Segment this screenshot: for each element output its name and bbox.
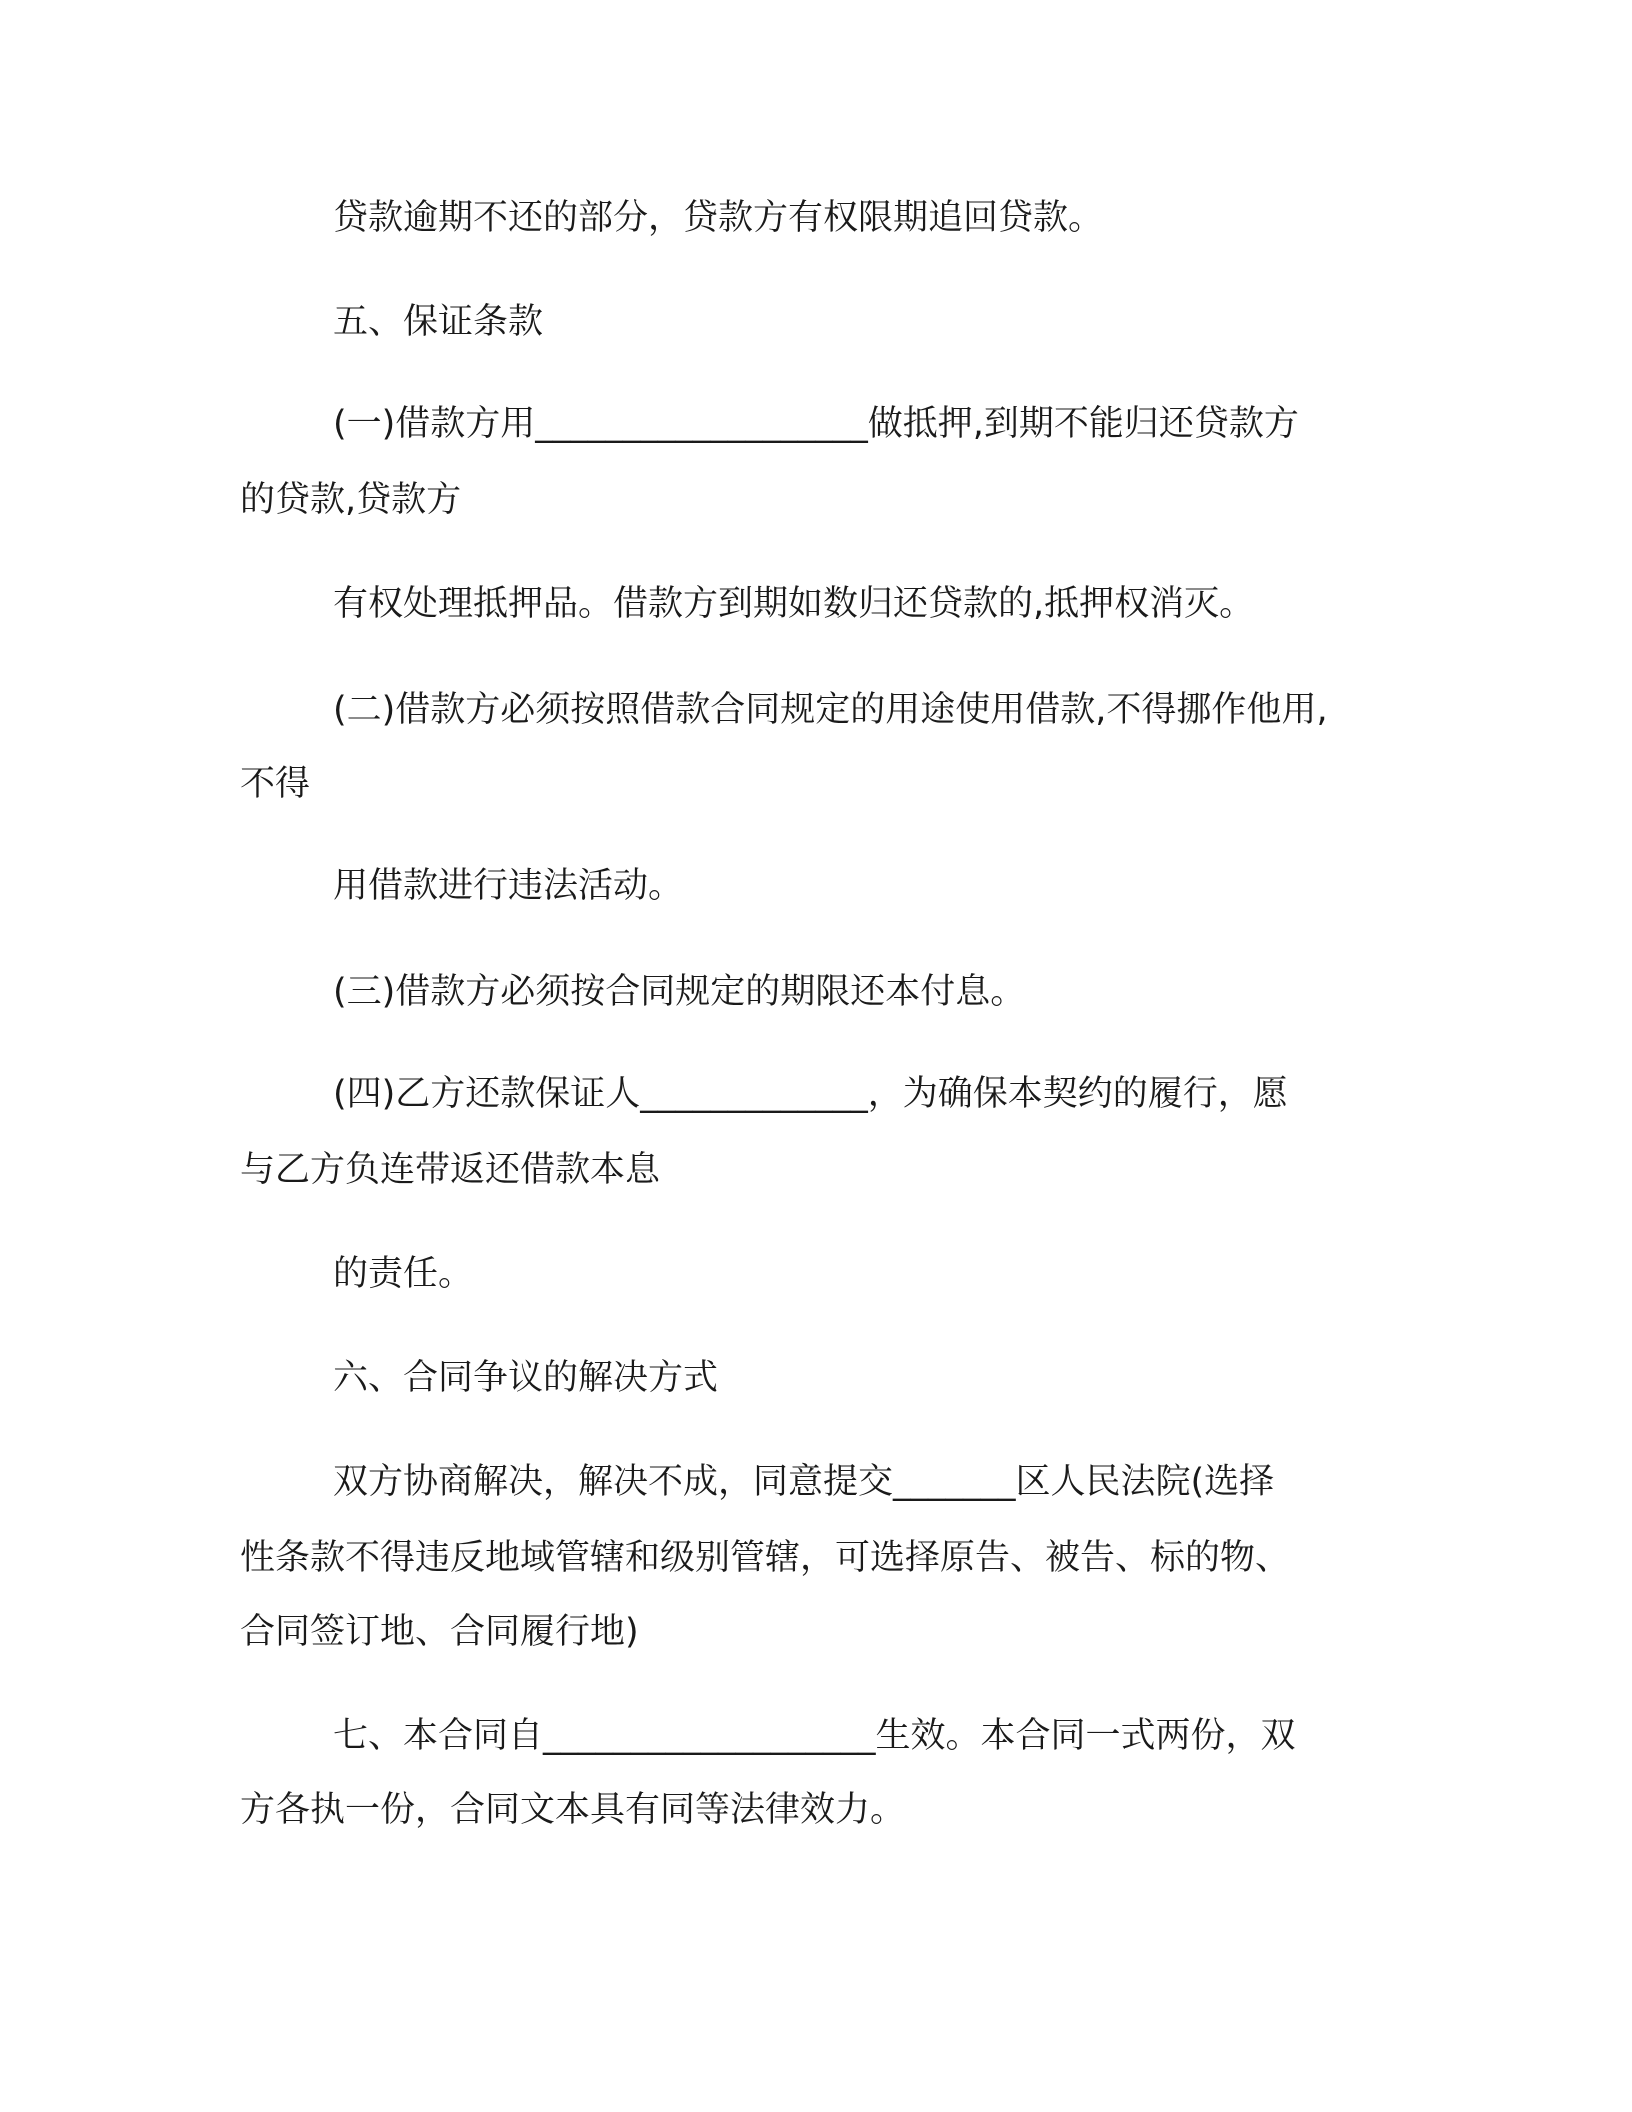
dispute-line-2: 性条款不得违反地域管辖和级别管辖，可选择原告、被告、标的物、 (240, 1538, 1291, 1578)
clause-1-line-3: 有权处理抵押品。借款方到期如数归还贷款的,抵押权消灭。 (333, 584, 1255, 624)
clause-2-line-3: 用借款进行违法活动。 (333, 866, 684, 906)
section-heading-dispute: 六、合同争议的解决方式 (333, 1358, 719, 1398)
clause-3: (三)借款方必须按合同规定的期限还本付息。 (333, 972, 1026, 1012)
clause-4-line-3: 的责任。 (333, 1254, 474, 1294)
clause-2-line-1: (二)借款方必须按照借款合同规定的用途使用借款,不得挪作他用, (333, 690, 1328, 730)
section-heading-guarantee: 五、保证条款 (333, 302, 544, 342)
dispute-line-3: 合同签订地、合同履行地) (240, 1612, 639, 1652)
clause-1-line-1: (一)借款方用___________________做抵押,到期不能归还贷款方 (333, 404, 1299, 444)
section-effective-line-2: 方各执一份，合同文本具有同等法律效力。 (240, 1790, 906, 1830)
clause-2-line-2: 不得 (240, 764, 311, 804)
clause-4-line-1: (四)乙方还款保证人_____________，为确保本契约的履行，愿 (333, 1074, 1288, 1114)
clause-1-line-2: 的贷款,贷款方 (240, 480, 462, 520)
clause-4-line-2: 与乙方负连带返还借款本息 (240, 1150, 661, 1190)
section-effective-line-1: 七、本合同自___________________生效。本合同一式两份，双 (333, 1716, 1296, 1756)
paragraph-overdue-recovery: 贷款逾期不还的部分，贷款方有权限期追回贷款。 (333, 198, 1104, 238)
dispute-line-1: 双方协商解决，解决不成，同意提交_______区人民法院(选择 (333, 1462, 1275, 1502)
